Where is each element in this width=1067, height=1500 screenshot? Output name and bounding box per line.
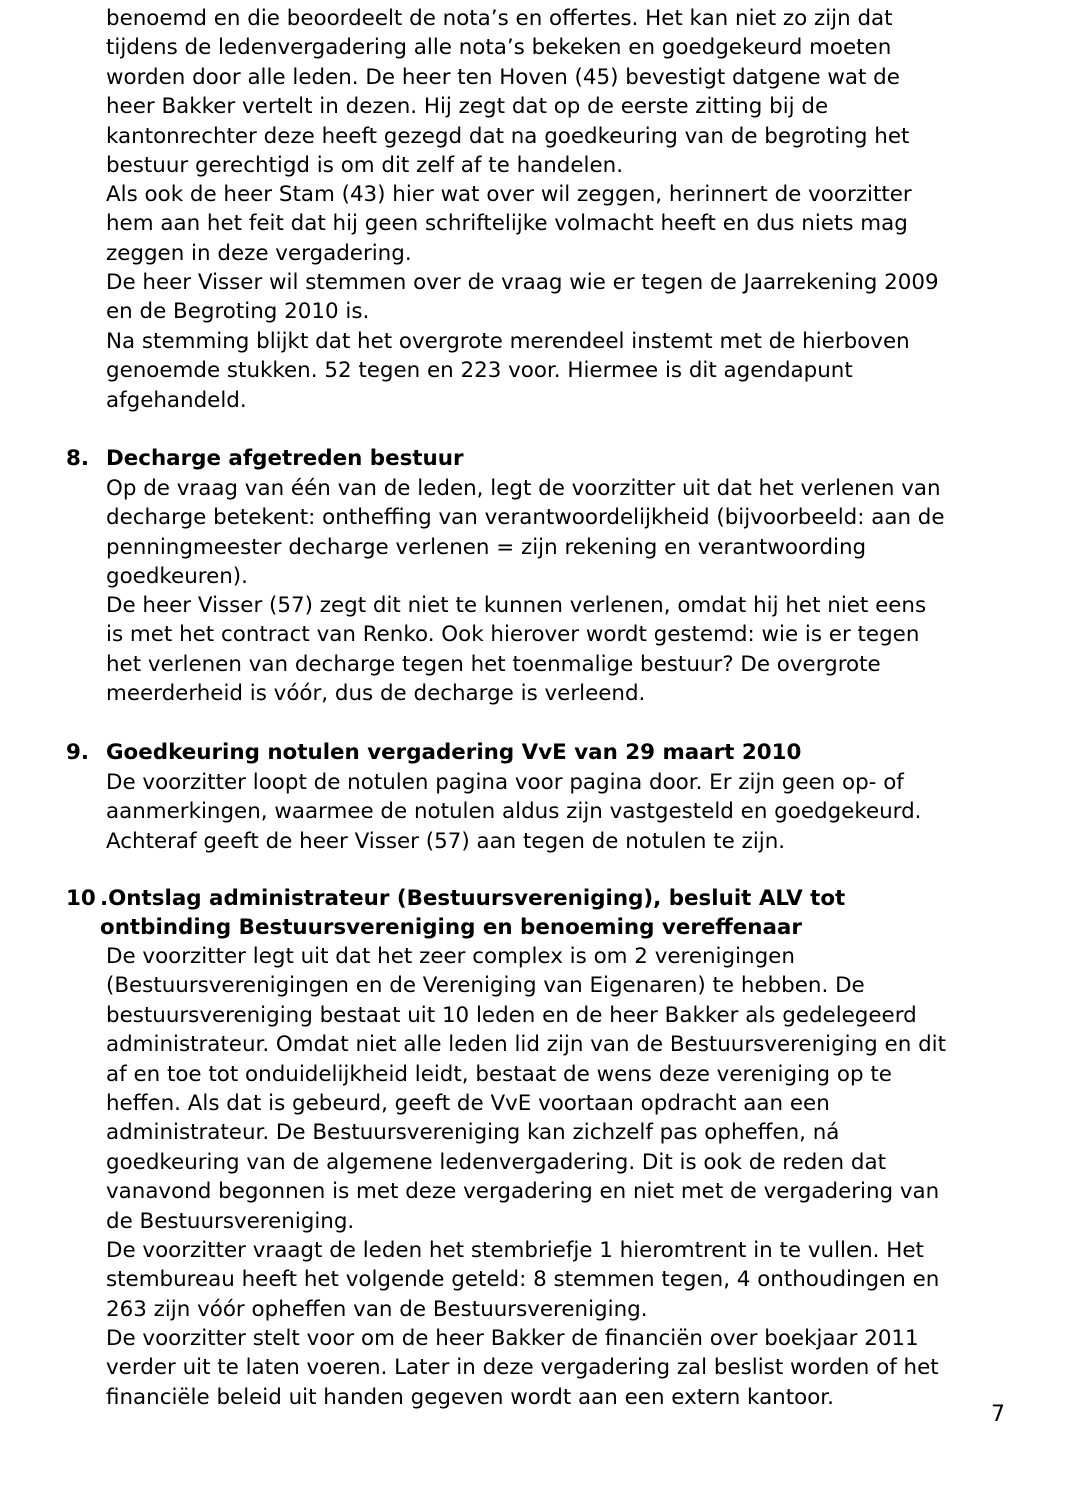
section-10-paragraph-2: De voorzitter vraagt de leden het stembriefje 1 hieromtrent in te vullen. Het stembureau heeft het volgende geteld: 8 stemmen tegen, 4 onthoudingen en 263 zijn vóór opheffen van de Bestuursvereniging.	[106, 1238, 940, 1322]
intro-paragraph-1: benoemd en die beoordeelt de nota’s en offertes. Het kan niet zo zijn dat tijdens de ledenvergadering alle nota’s bekeken en goedgekeurd moeten worden door alle leden. De heer ten Hoven (45) bevestigt datgene wat de heer Bakker vertelt in dezen. Hij zegt dat op de eerste zitting bij de kantonrechter deze heeft gezegd dat na goedkeuring van de begroting het bestuur gerechtigd is om dit zelf af te handelen.	[106, 6, 910, 179]
intro-paragraph-3: De heer Visser wil stemmen over de vraag wie er tegen de Jaarrekening 2009 en de Begroting 2010 is.	[106, 270, 939, 325]
section-9-paragraph-1: De voorzitter loopt de notulen pagina voor pagina door. Er zijn geen op- of aanmerkingen, waarmee de notulen aldus zijn vastgesteld en goedgekeurd. Achteraf geeft de heer Visser (57) aan tegen de notulen te zijn.	[106, 770, 922, 854]
intro-paragraph-2: Als ook de heer Stam (43) hier wat over wil zeggen, herinnert de voorzitter hem aan het feit dat hij geen schriftelijke volmacht heeft en dus niets mag zeggen in deze vergadering.	[106, 182, 912, 266]
section-10-number: 10	[66, 886, 96, 911]
section-10-paragraph-1: De voorzitter legt uit dat het zeer complex is om 2 verenigingen (Bestuursverenigingen en de Vereniging van Eigenaren) te hebben. De bestuursvereniging bestaat uit 10 leden en de heer Bakker als gedelegeerd administrateur. Omdat niet alle leden lid zijn van de Bestuursvereniging en dit af en toe tot onduidelijkheid leidt, bestaat de wens deze vereniging op te heffen. Als dat is gebeurd, geeft de VvE voortaan opdracht aan een administrateur. De Bestuursvereniging kan zichzelf pas opheffen, ná goedkeuring van de algemene ledenvergadering. Dit is ook de reden dat vanavond begonnen is met deze vergadering en niet met de vergadering van de Bestuursvereniging.	[106, 944, 946, 1234]
section-10-paragraph-3: De voorzitter stelt voor om de heer Bakker de financiën over boekjaar 2011 verder uit te laten voeren. Later in deze vergadering zal beslist worden of het financiële beleid uit handen gegeven wordt aan een extern kantoor.	[106, 1326, 939, 1410]
section-10-heading: .Ontslag administrateur (Bestuursvereniging), besluit ALV tot ontbinding Bestuursvereniging en benoeming vereffenaar	[100, 886, 846, 941]
section-8-paragraph-1: Op de vraag van één van de leden, legt de voorzitter uit dat het verlenen van decharge betekent: ontheffing van verantwoordelijkheid (bijvoorbeeld: aan de penningmeester decharge verlenen = zijn rekening en verantwoording goedkeuren).	[106, 476, 945, 590]
intro-paragraph-4: Na stemming blijkt dat het overgrote merendeel instemt met de hierboven genoemde stukken. 52 tegen en 223 voor. Hiermee is dit agendapunt afgehandeld.	[106, 329, 910, 413]
section-9-heading: Goedkeuring notulen vergadering VvE van 29 maart 2010	[106, 740, 802, 765]
section-8-number: 8.	[66, 446, 90, 471]
page-number: 7	[991, 1402, 1005, 1427]
section-9-number: 9.	[66, 740, 90, 765]
section-8-heading: Decharge afgetreden bestuur	[106, 446, 464, 471]
section-8-paragraph-2: De heer Visser (57) zegt dit niet te kunnen verlenen, omdat hij het niet eens is met het contract van Renko. Ook hierover wordt gestemd: wie is er tegen het verlenen van decharge tegen het toenmalige bestuur? De overgrote meerderheid is vóór, dus de decharge is verleend.	[106, 593, 927, 707]
